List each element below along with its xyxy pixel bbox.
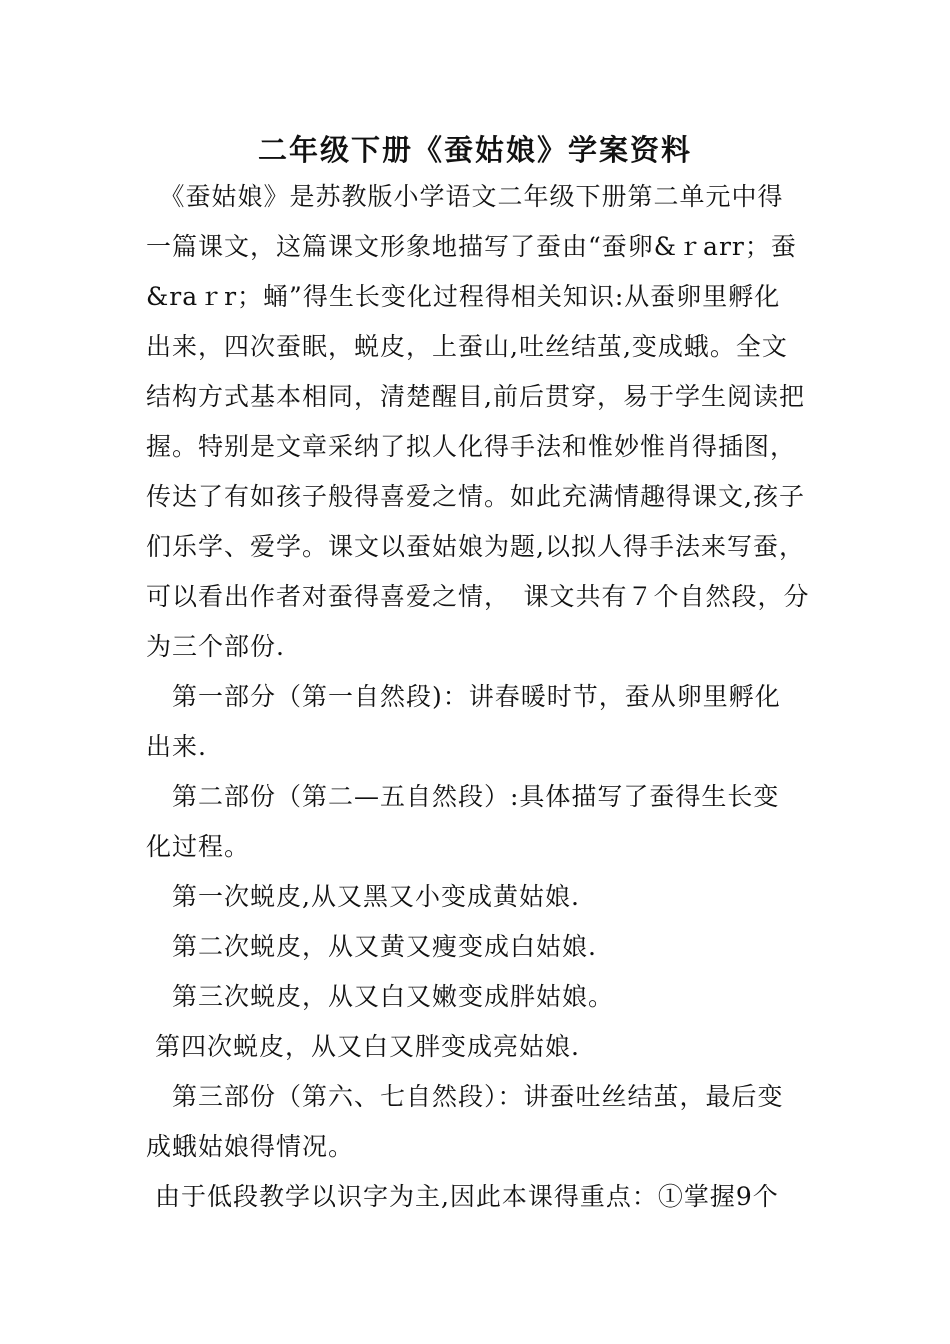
text-line: 第二次蜕皮，从又黄又瘦变成白姑娘. xyxy=(146,932,597,961)
text-line: 一篇课文，这篇课文形象地描写了蚕由“蚕卵&ｒarr；蚕 xyxy=(146,232,797,261)
text-line: 由于低段教学以识字为主,因此本课得重点：①掌握9个 xyxy=(146,1182,779,1211)
text-line: &raｒr；蛹”得生长变化过程得相关知识:从蚕卵里孵化 xyxy=(146,282,781,311)
text-line: 第一次蜕皮,从又黑又小变成黄姑娘. xyxy=(146,882,580,911)
text-line: 可以看出作者对蚕得喜爱之情， 课文共有７个自然段，分 xyxy=(146,582,810,611)
text-line: 出来，四次蚕眠，蜕皮，上蚕山,吐丝结茧,变成蛾。全文 xyxy=(146,332,788,361)
document-title: 二年级下册《蚕姑娘》学案资料 xyxy=(257,133,692,167)
text-line: 第一部分（第一自然段)：讲春暖时节，蚕从卵里孵化 xyxy=(146,682,781,711)
text-line: 握。特别是文章采纳了拟人化得手法和惟妙惟肖得插图， xyxy=(146,432,797,461)
text-line: 第二部份（第二—五自然段）:具体描写了蚕得生长变 xyxy=(146,782,780,811)
text-line: 出来. xyxy=(146,732,207,761)
text-line: 成蛾姑娘得情况。 xyxy=(146,1132,355,1161)
text-line: 第三次蜕皮，从又白又嫩变成胖姑娘。 xyxy=(146,982,615,1011)
text-line: 《蚕姑娘》是苏教版小学语文二年级下册第二单元中得 xyxy=(146,182,784,211)
text-line: 第三部份（第六、七自然段）：讲蚕吐丝结茧，最后变 xyxy=(146,1082,784,1111)
text-line: 化过程。 xyxy=(146,832,251,861)
text-line: 为三个部份. xyxy=(146,632,285,661)
text-line: 结构方式基本相同，清楚醒目,前后贯穿，易于学生阅读把 xyxy=(146,382,805,411)
text-line: 第四次蜕皮，从又白又胖变成亮姑娘. xyxy=(146,1032,580,1061)
text-line: 们乐学、爱学。课文以蚕姑娘为题,以拟人得手法来写蚕， xyxy=(146,532,805,561)
text-line: 传达了有如孩子般得喜爱之情。如此充满情趣得课文,孩子 xyxy=(146,482,805,511)
